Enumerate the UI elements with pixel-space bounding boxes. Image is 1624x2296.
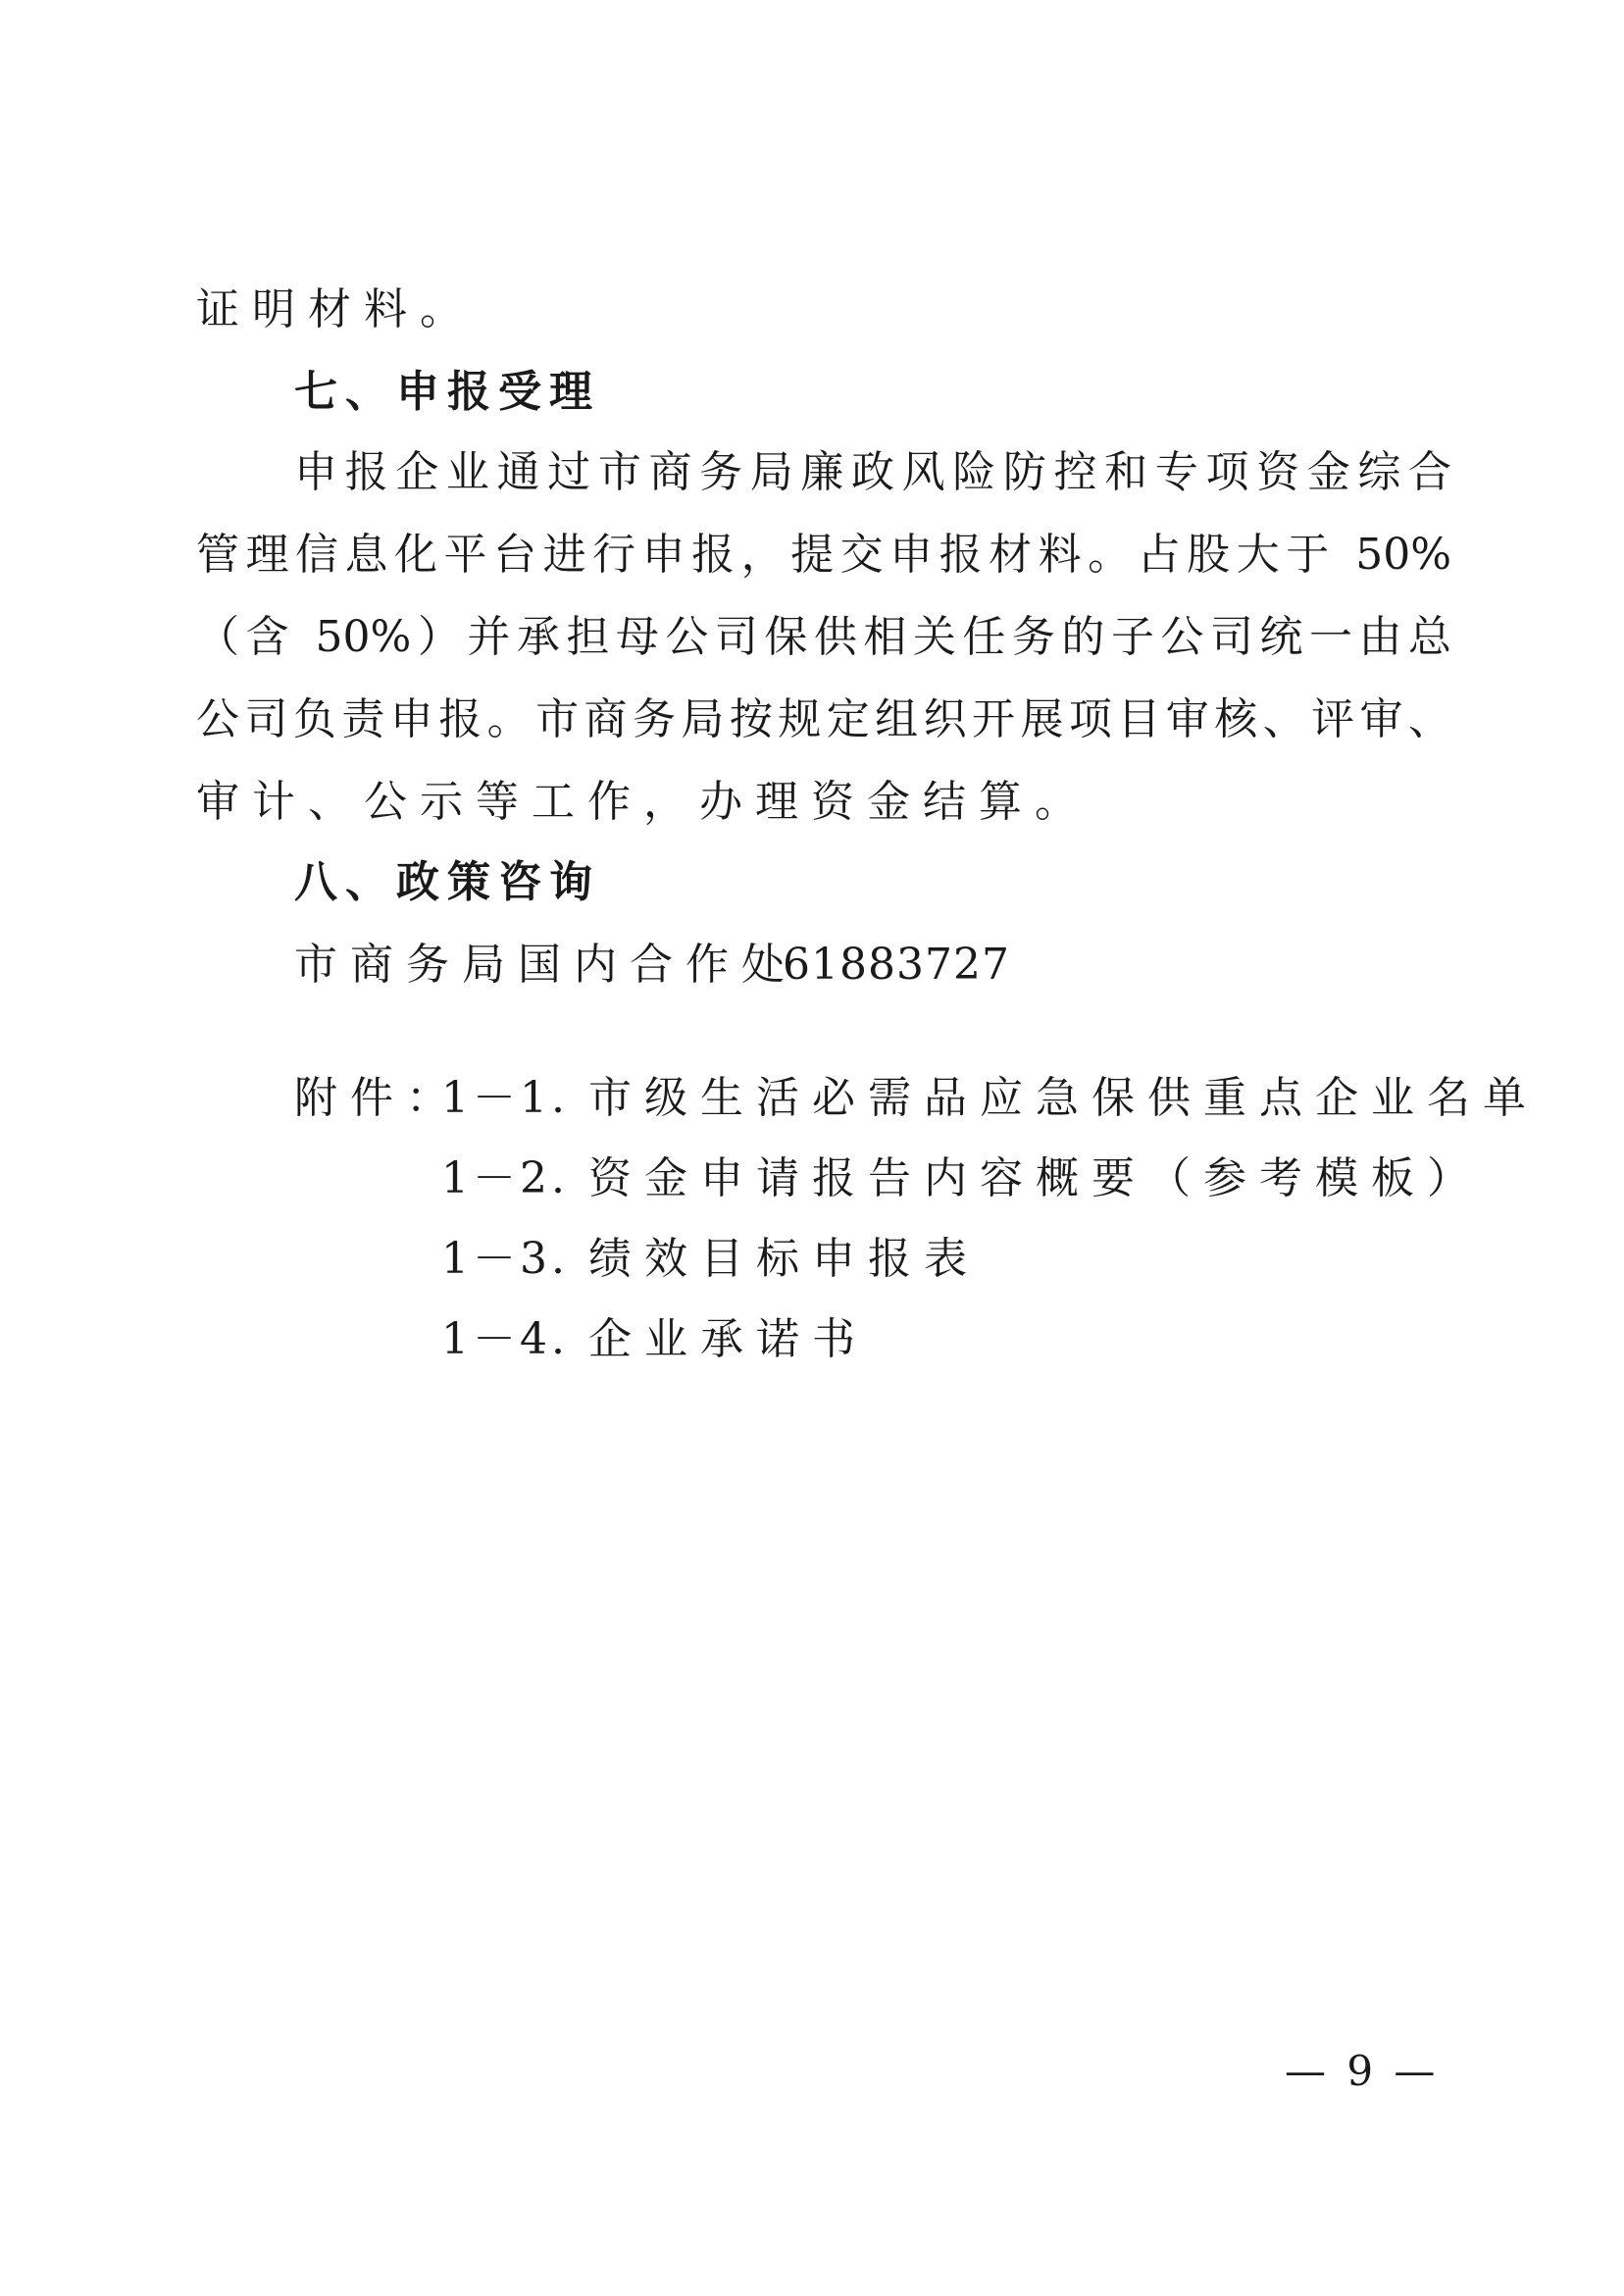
section-7-line-5: 审计、公示等工作，办理资金结算。 [196,777,1091,827]
page-number: — 9 — [1285,2047,1440,2095]
attachment-title: 市级生活必需品应急保供重点企业名单 [588,1073,1539,1123]
attachment-number: 1－4. [441,1314,569,1364]
attachment-number: 1－2. [441,1153,569,1203]
attachment-number: 1－3. [441,1234,569,1284]
paragraph-continuation: 证明材料。 [196,284,476,334]
attachment-item [0,1149,1624,1208]
section-7-heading: 七、申报受理 [294,367,600,417]
attachment-item [0,1310,1624,1369]
attachment-title: 绩效目标申报表 [588,1234,980,1284]
section-7-line-1: 申报企业通过市商务局廉政风险防控和专项资金综合 [294,447,1451,497]
attachment-item [0,1069,1624,1128]
attachment-item [0,1230,1624,1289]
section-7-line-3: （含 50%）并承担母公司保供相关任务的子公司统一由总 [196,612,1451,662]
attachment-number: 1－1. [441,1073,569,1123]
contact-department: 市商务局国内合作处 [294,940,797,990]
attachment-title: 资金申请报告内容概要（参考模板） [588,1153,1483,1203]
attachment-title: 企业承诺书 [588,1314,868,1364]
section-7-line-2: 管理信息化平台进行申报，提交申报材料。占股大于 50% [196,530,1451,580]
attachments-label: 附件： [294,1073,462,1123]
section-8-heading: 八、政策咨询 [294,857,600,907]
contact-phone: 61883727 [783,940,1010,990]
section-7-line-4: 公司负责申报。市商务局按规定组织开展项目审核、评审、 [196,694,1451,744]
